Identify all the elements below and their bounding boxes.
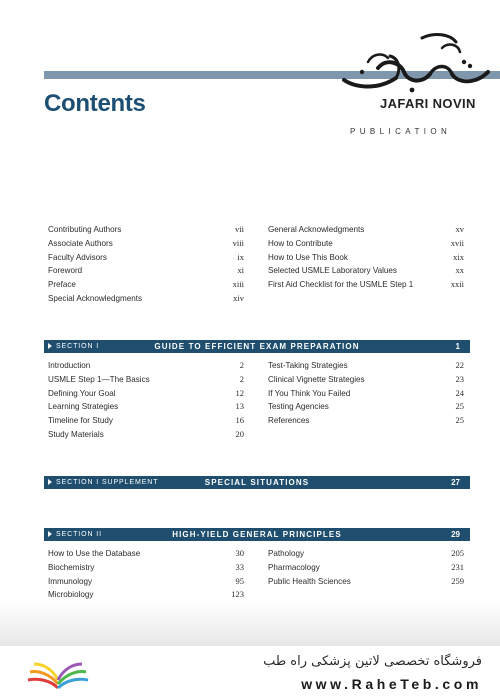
- section-page: 27: [451, 478, 460, 487]
- publisher-name: JAFARI NOVIN: [380, 96, 476, 111]
- toc-entry[interactable]: [268, 238, 464, 252]
- section-right-column: [268, 360, 464, 429]
- toc-entry-page: 20: [235, 428, 244, 439]
- toc-entry[interactable]: [48, 224, 244, 238]
- toc-entry[interactable]: [268, 360, 464, 374]
- toc-entry-title: USMLE Step 1—The Basics: [48, 374, 150, 384]
- website-url[interactable]: www.RaheTeb.com: [301, 676, 482, 692]
- toc-entry-page: xvii: [450, 237, 464, 248]
- page-fade: [0, 600, 500, 648]
- toc-entry-page: xi: [237, 265, 244, 276]
- toc-entry-title: Clinical Vignette Strategies: [268, 374, 365, 384]
- toc-entry[interactable]: [48, 360, 244, 374]
- calligraphy-logo-icon: [338, 28, 494, 98]
- toc-entry-page: 33: [235, 561, 244, 572]
- toc-entry-page: 12: [235, 387, 244, 398]
- publisher-logo: [338, 28, 494, 138]
- toc-entry[interactable]: [268, 548, 464, 562]
- section-left-column: [48, 548, 244, 603]
- toc-entry-title: Introduction: [48, 361, 91, 370]
- toc-entry[interactable]: [48, 252, 244, 266]
- toc-entry[interactable]: [268, 415, 464, 429]
- section-header-bar[interactable]: [44, 340, 470, 353]
- toc-entry[interactable]: [268, 562, 464, 576]
- toc-entry[interactable]: [48, 265, 244, 279]
- section-page: 29: [451, 530, 460, 539]
- toc-entry[interactable]: [48, 401, 244, 415]
- section-title: GUIDE TO EFFICIENT EXAM PREPARATION: [154, 342, 360, 351]
- toc-entry-title: Pharmacology: [268, 562, 320, 572]
- front-matter-left-column: [48, 224, 244, 307]
- toc-entry[interactable]: [268, 401, 464, 415]
- toc-entry-title: How to Use This Book: [268, 252, 348, 262]
- toc-entry-title: Special Acknowledgments: [48, 293, 143, 303]
- toc-entry-title: Study Materials: [48, 429, 104, 439]
- toc-entry-page: 25: [455, 401, 464, 412]
- toc-entry-title: Timeline for Study: [48, 416, 113, 426]
- toc-entry-page: 2: [239, 360, 244, 370]
- toc-entry-title: First Aid Checklist for the USMLE Step 1: [268, 280, 414, 290]
- shop-name-text: فروشگاه تخصصی لاتین پزشکی راه طب: [263, 654, 482, 669]
- toc-entry-title: Contributing Authors: [48, 225, 122, 234]
- toc-entry[interactable]: [268, 388, 464, 402]
- toc-entry[interactable]: [268, 252, 464, 266]
- toc-entry-page: xv: [455, 224, 464, 234]
- front-matter-right-column: [268, 224, 464, 293]
- toc-entry-title: Foreword: [48, 266, 83, 276]
- toc-entry-title: Learning Strategies: [48, 402, 119, 412]
- toc-entry-title: How to Use the Database: [48, 549, 141, 558]
- toc-entry-page: 25: [455, 415, 464, 426]
- toc-entry[interactable]: [48, 415, 244, 429]
- toc-entry-page: xiv: [233, 292, 244, 303]
- toc-entry-title: General Acknowledgments: [268, 225, 365, 234]
- toc-entry[interactable]: [48, 293, 244, 307]
- toc-entry[interactable]: [48, 238, 244, 252]
- toc-entry-page: 30: [235, 548, 244, 558]
- toc-entry-page: 13: [235, 401, 244, 412]
- page-title: Contents: [44, 90, 146, 117]
- toc-entry-title: References: [268, 416, 310, 426]
- toc-entry-title: Associate Authors: [48, 238, 113, 248]
- toc-entry-title: If You Think You Failed: [268, 388, 351, 398]
- toc-entry-page: 24: [455, 387, 464, 398]
- toc-entry-page: vii: [235, 224, 244, 234]
- section-label: SECTION I SUPPLEMENT: [56, 479, 159, 486]
- publisher-subtitle: PUBLICATION: [350, 127, 452, 136]
- open-book-icon: [26, 654, 90, 694]
- toc-entry-page: 205: [451, 548, 464, 558]
- toc-entry[interactable]: [48, 279, 244, 293]
- toc-entry-page: xix: [453, 251, 464, 262]
- section-left-column: [48, 360, 244, 443]
- toc-entry[interactable]: [48, 429, 244, 443]
- toc-entry[interactable]: [268, 576, 464, 590]
- section-page: 1: [455, 342, 460, 351]
- section-header-bar[interactable]: [44, 476, 470, 489]
- toc-entry-page: 95: [235, 575, 244, 586]
- section-label: SECTION I: [56, 343, 100, 350]
- toc-entry-page: xx: [455, 265, 464, 276]
- toc-entry[interactable]: [48, 388, 244, 402]
- toc-entry[interactable]: [48, 562, 244, 576]
- toc-entry[interactable]: [268, 224, 464, 238]
- toc-entry-title: Defining Your Goal: [48, 388, 116, 398]
- toc-entry-title: Microbiology: [48, 590, 94, 600]
- toc-entry-page: 23: [455, 373, 464, 384]
- toc-entry-page: 123: [231, 589, 244, 600]
- toc-entry[interactable]: [48, 548, 244, 562]
- section-right-column: [268, 548, 464, 589]
- toc-entry-page: viii: [232, 237, 244, 248]
- toc-entry-title: Preface: [48, 280, 76, 290]
- toc-entry-title: Pathology: [268, 549, 304, 558]
- toc-entry-title: Biochemistry: [48, 562, 95, 572]
- section-title: SPECIAL SITUATIONS: [204, 478, 310, 487]
- toc-entry-title: How to Contribute: [268, 238, 333, 248]
- section-label: SECTION II: [56, 531, 102, 538]
- toc-entry[interactable]: [268, 265, 464, 279]
- toc-entry[interactable]: [48, 576, 244, 590]
- toc-entry-page: 259: [451, 575, 464, 586]
- section-header-bar[interactable]: [44, 528, 470, 541]
- toc-entry-page: xxii: [450, 279, 464, 290]
- toc-entry-page: 22: [455, 360, 464, 370]
- toc-entry-page: 2: [239, 373, 244, 384]
- toc-entry-title: Testing Agencies: [268, 402, 329, 412]
- toc-entry-title: Public Health Sciences: [268, 576, 351, 586]
- toc-entry[interactable]: [268, 374, 464, 388]
- section-title: HIGH-YIELD GENERAL PRINCIPLES: [172, 530, 342, 539]
- toc-entry[interactable]: [48, 374, 244, 388]
- toc-entry-title: Immunology: [48, 576, 93, 586]
- toc-entry-page: xiii: [232, 279, 244, 290]
- toc-entry-title: Faculty Advisors: [48, 252, 107, 262]
- toc-entry-page: 16: [235, 415, 244, 426]
- toc-entry-title: Selected USMLE Laboratory Values: [268, 266, 397, 276]
- toc-entry-page: 231: [451, 561, 464, 572]
- toc-entry-page: ix: [237, 251, 244, 262]
- toc-entry-title: Test-Taking Strategies: [268, 361, 348, 370]
- toc-entry[interactable]: [268, 279, 464, 293]
- footer-banner: [0, 646, 500, 700]
